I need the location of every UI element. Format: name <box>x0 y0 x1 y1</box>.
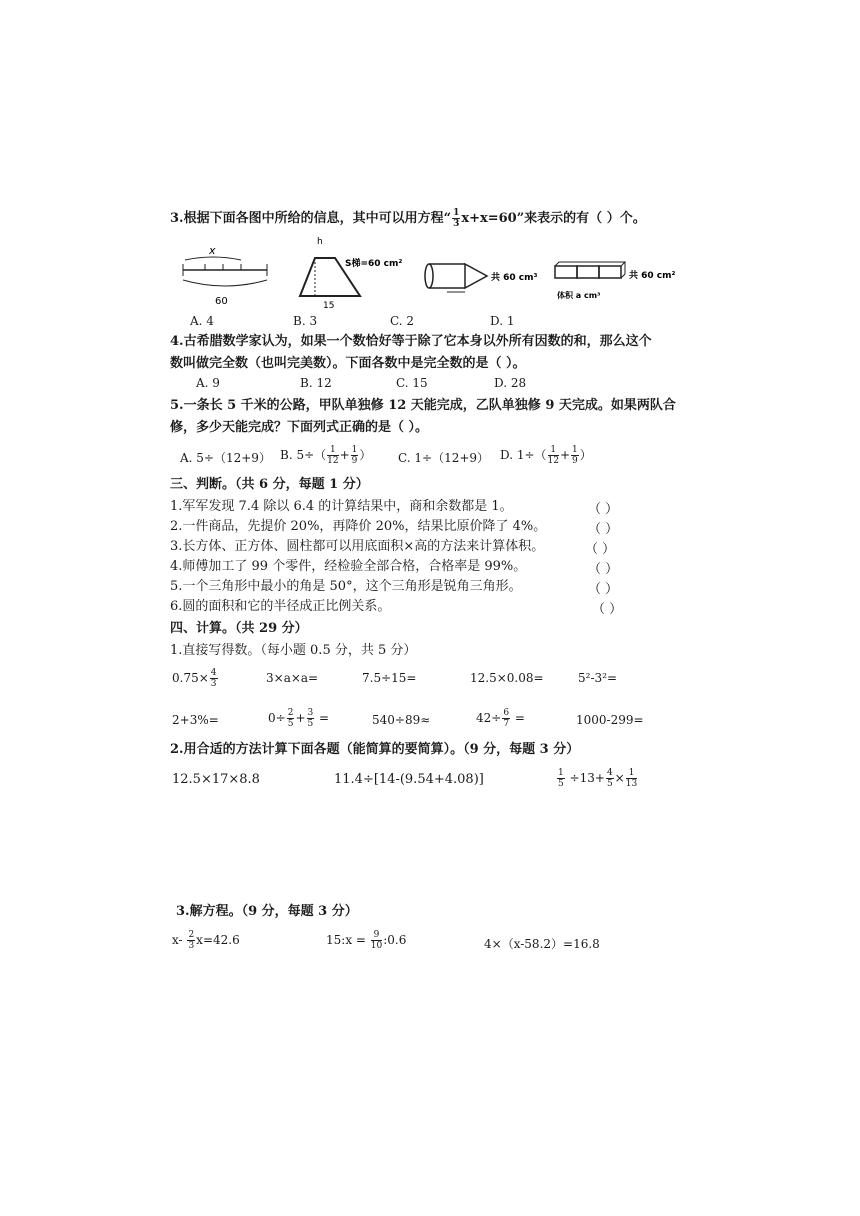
fig4-label: 共 60 cm² <box>629 271 676 281</box>
judge-answer-5[interactable]: （ ） <box>588 582 619 597</box>
q4-line-1: 4.古希腊数学家认为，如果一个数恰好等于除了它本身以外所有因数的和，那么这个 <box>170 334 652 349</box>
judge-item-6: 6.圆的面积和它的半径成正比例关系。 <box>170 599 391 614</box>
fig2-15-label: 15 <box>323 301 335 311</box>
q5-option-c: C. 1÷（12+9） <box>398 451 490 465</box>
judge-answer-2[interactable]: （ ） <box>588 522 619 537</box>
q4-line-2: 数叫做完全数（也叫完美数）。下面各数中是完全数的是（ ）。 <box>170 356 526 371</box>
judge-item-2: 2.一件商品，先提价 20%，再降价 20%，结果比原价降了 4%。 <box>170 519 547 534</box>
q5-option-b: B. 5÷（ $\frac{1}{12}$ + $\frac{1}{9}$ ） <box>280 445 372 466</box>
q3-fraction: $\frac{1}{3}$ <box>453 208 460 229</box>
trapezoid-figure <box>300 237 402 311</box>
q3-option-c: C. 2 <box>390 314 415 328</box>
equation-2: 15:x = $\frac{9}{10}$ :0.6 <box>326 930 407 951</box>
q4-option-d: D. 28 <box>494 376 527 390</box>
q5-option-a: A. 5÷（12+9） <box>180 451 271 465</box>
fig3-label: 共 60 cm³ <box>491 273 538 283</box>
cuboid-row-figure <box>555 262 676 300</box>
equation-1: x- $\frac{2}{3}$ x=42.6 <box>172 930 240 951</box>
mental-calc-2: 3×a×a= <box>266 671 319 685</box>
judge-answer-3[interactable]: （ ） <box>585 542 616 557</box>
mental-calc-5: 5²-3²= <box>578 671 617 685</box>
judge-answer-1[interactable]: （ ） <box>588 502 619 517</box>
q4-option-b: B. 12 <box>300 376 332 390</box>
mental-calc-7: 0÷ $\frac{2}{5}$ + $\frac{3}{5}$ = <box>268 708 330 729</box>
mental-calc-9: 42÷ $\frac{6}{7}$ = <box>476 708 525 729</box>
mental-calc-10: 1000-299= <box>576 713 644 727</box>
q3-option-a: A. 4 <box>190 314 214 328</box>
judge-item-4: 4.师傅加工了 99 个零件，经检验全部合格，合格率是 99%。 <box>170 559 527 574</box>
mental-calc-4: 12.5×0.08= <box>470 671 544 685</box>
fig1-x-label: x <box>209 244 216 257</box>
fig2-top-label: h <box>317 237 323 247</box>
q3-stem-part-b: x+x=60”来表示的有（ ）个。 <box>461 211 646 226</box>
mental-calc-8: 540÷89≈ <box>372 713 431 727</box>
q4-option-a: A. 9 <box>196 376 220 390</box>
q5-option-d: D. 1÷（ $\frac{1}{12}$ + $\frac{1}{9}$ ） <box>500 445 592 466</box>
judge-answer-6[interactable]: （ ） <box>592 602 623 617</box>
fig4-sub-label: 体积 a cm³ <box>557 291 601 300</box>
judge-item-1: 1.军军发现 7.4 除以 6.4 的计算结果中，商和余数都是 1。 <box>170 499 513 514</box>
calc-problem-1: 12.5×17×8.8 <box>172 772 260 787</box>
section-4-sub-2: 2.用合适的方法计算下面各题（能简算的要简算）。（9 分，每题 3 分） <box>170 742 580 757</box>
judge-item-3: 3.长方体、正方体、圆柱都可以用底面积×高的方法来计算体积。 <box>170 539 545 554</box>
q5-line-1: 5.一条长 5 千米的公路，甲队单独修 12 天能完成，乙队单独修 9 天完成。如果两队合 <box>170 398 676 413</box>
equation-3: 4×（x-58.2）=16.8 <box>484 937 600 951</box>
calc-problem-2: 11.4÷[14-(9.54+4.08)] <box>334 772 484 787</box>
section-4-title: 四、计算。（共 29 分） <box>170 621 308 636</box>
q3-stem <box>170 208 646 229</box>
judge-item-5: 5.一个三角形中最小的角是 50°，这个三角形是锐角三角形。 <box>170 579 522 594</box>
segment-diagram <box>183 244 267 307</box>
q4-option-c: C. 15 <box>396 376 428 390</box>
section-4-sub-1: 1.直接写得数。（每小题 0.5 分，共 5 分） <box>170 643 417 658</box>
q3-option-b: B. 3 <box>293 314 318 328</box>
mental-calc-1: 0.75× $\frac{4}{3}$ <box>172 668 217 689</box>
calc-problem-3: $\frac{1}{5}$ ÷13+ $\frac{4}{5}$ × $\frac{1}{13}$ <box>558 768 638 789</box>
cylinder-cone-figure <box>425 264 538 292</box>
q3-option-d: D. 1 <box>490 314 515 328</box>
section-3-title: 三、判断。（共 6 分，每题 1 分） <box>170 477 369 492</box>
q5-line-2: 修，多少天能完成？下面列式正确的是（ ）。 <box>170 420 429 435</box>
q3-stem-part-a: 3.根据下面各图中所给的信息，其中可以用方程“ <box>170 211 452 226</box>
fig2-area-label: S梯=60 cm² <box>345 259 403 269</box>
judge-answer-4[interactable]: （ ） <box>588 562 619 577</box>
fig1-60-label: 60 <box>215 296 228 307</box>
mental-calc-3: 7.5÷15= <box>362 671 417 685</box>
section-4-sub-3: 3.解方程。（9 分，每题 3 分） <box>176 904 358 919</box>
mental-calc-6: 2+3%= <box>172 713 219 727</box>
q3-figures <box>175 236 695 316</box>
